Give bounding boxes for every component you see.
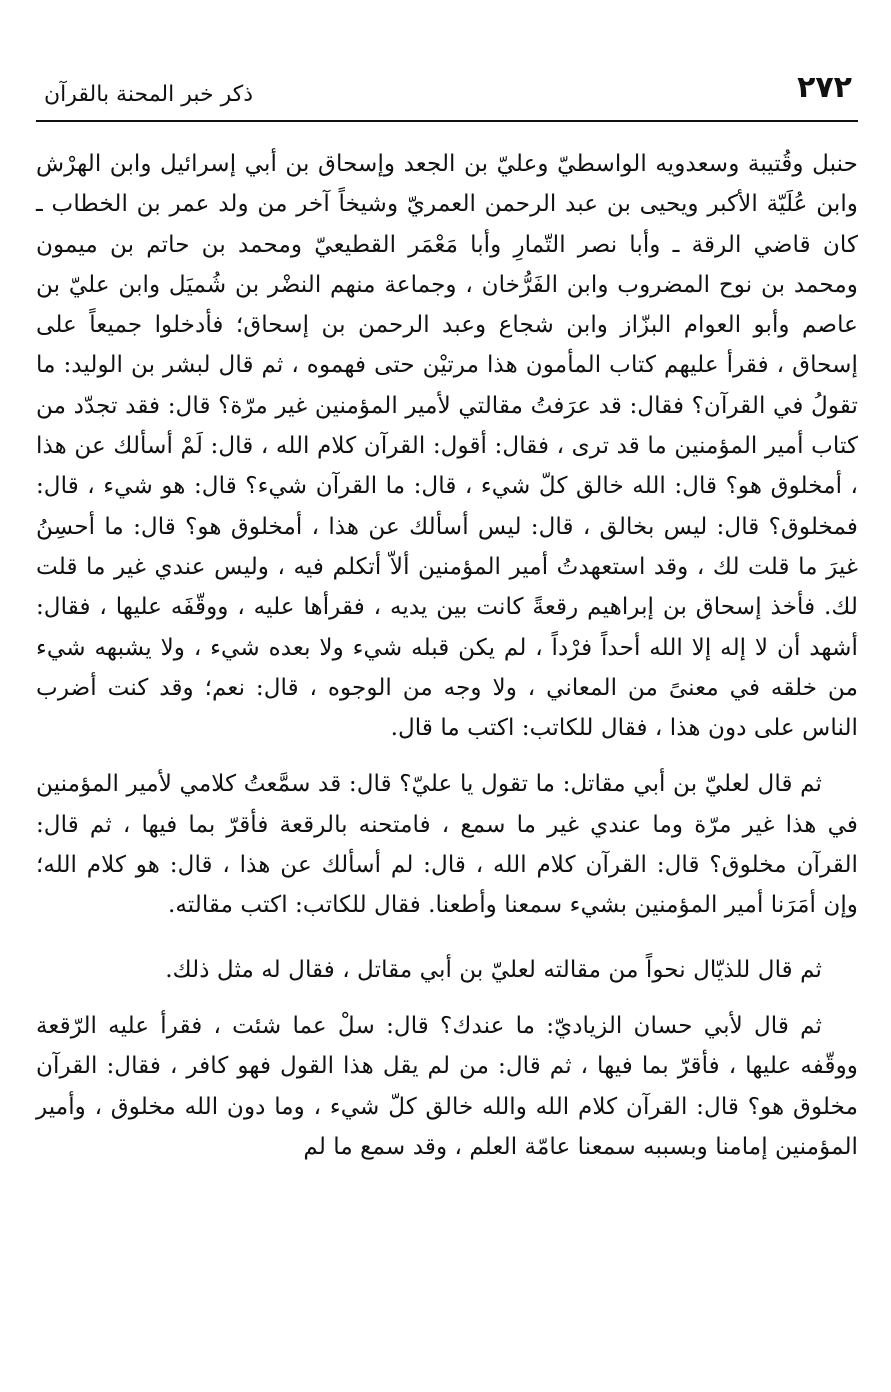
body-text <box>36 144 858 1167</box>
page-header <box>36 70 858 122</box>
running-title: ذكر خبر المحنة بالقرآن <box>44 82 253 107</box>
paragraph-2: ثم قال لعليّ بن أبي مقاتل: ما تقول يا عليّ؟ قال: قد سمَّعتُ كلامي لأمير المؤمنين في هذا غير مرّة وما عندي غير ما سمع ، فامتحنه بالرقعة فأقرّ بما فيها ، ثم قال: القرآن مخلوق؟ قال: القرآن كلام الله ، قال: لم أسألك عن هذا ، قال: هو كلام الله؛ وإن أمَرَنا أمير المؤمنين بشيء سمعنا وأطعنا. فقال للكاتب: اكتب مقالته. <box>36 770 858 919</box>
paragraph-4: ثم قال لأبي حسان الزياديّ: ما عندك؟ قال: سلْ عما شئت ، فقرأ عليه الرّقعة ووقّفه عليها ، فأقرّ بما فيها ، ثم قال: من لم يقل هذا القول فهو كافر ، فقال: القرآن مخلوق هو؟ قال: القرآن كلام الله والله خالق كلّ شيء ، وما دون الله مخلوق ، وأمير المؤمنين إمامنا وبسببه سمعنا عامّة العلم ، وقد سمع ما لم <box>36 1011 858 1160</box>
page-number: ٢٧٢ <box>797 70 852 105</box>
paragraph-3: ثم قال للذيّال نحواً من مقالته لعليّ بن أبي مقاتل ، فقال له مثل ذلك. <box>165 955 822 983</box>
book-page <box>36 70 858 1167</box>
paragraph-1: حنبل وقُتيبة وسعدويه الواسطيّ وعليّ بن الجعد وإسحاق بن أبي إسرائيل وابن الهرْش وابن عُلَيّة الأكبر ويحيى بن عبد الرحمن العمريّ وشيخاً آخر من ولد عمر بن الخطاب ـ كان قاضي الرقة ـ وأبا نصر التّمارِ وأبا مَعْمَر القطيعيّ ومحمد بن حاتم بن ميمون ومحمد بن نوح المضروب وابن الفَرُّخان ، وجماعة منهم النضْر بن شُميَل وابن عليّ بن عاصم وأبو العوام البزّاز وابن شجاع وعبد الرحمن بن إسحاق؛ فأدخلوا جميعاً على إسحاق ، فقرأ عليهم كتاب المأمون هذا مرتيْن حتى فهموه ، ثم قال لبشر بن الوليد: ما تقولُ في القرآن؟ فقال: قد عرَفتُ مقالتي لأمير المؤمنين غير مرّة؟ قال: فقد تجدّد من كتاب أمير المؤمنين ما قد ترى ، فقال: أقول: القرآن كلام الله ، قال: لَمْ أسألك عن هذا ، أمخلوق هو؟ قال: الله خالق كلّ شيء ، قال: ما القرآن شيء؟ قال: هو شيء ، قال: فمخلوق؟ قال: ليس بخالق ، قال: ليس أسألك عن هذا ، أمخلوق هو؟ قال: ما أحسِنُ غيرَ ما قلت لك ، وقد استعهدتُ أمير المؤمنين ألاّ أتكلم فيه ، وليس عندي غير ما قلت لك. فأخذ إسحاق بن إبراهيم رقعةً كانت بين يديه ، فقرأها عليه ، ووقّفَه عليها ، فقال: أشهد أن لا إله إلا الله أحداً فرْداً ، لم يكن قبله شيء ولا بعده شيء ، ولا يشبهه شيء من خلقه في معنىً من المعاني ، ولا وجه من الوجوه ، قال: نعم؛ وقد كنت أضرب الناس على دون هذا ، فقال للكاتب: اكتب ما قال. <box>36 150 858 742</box>
